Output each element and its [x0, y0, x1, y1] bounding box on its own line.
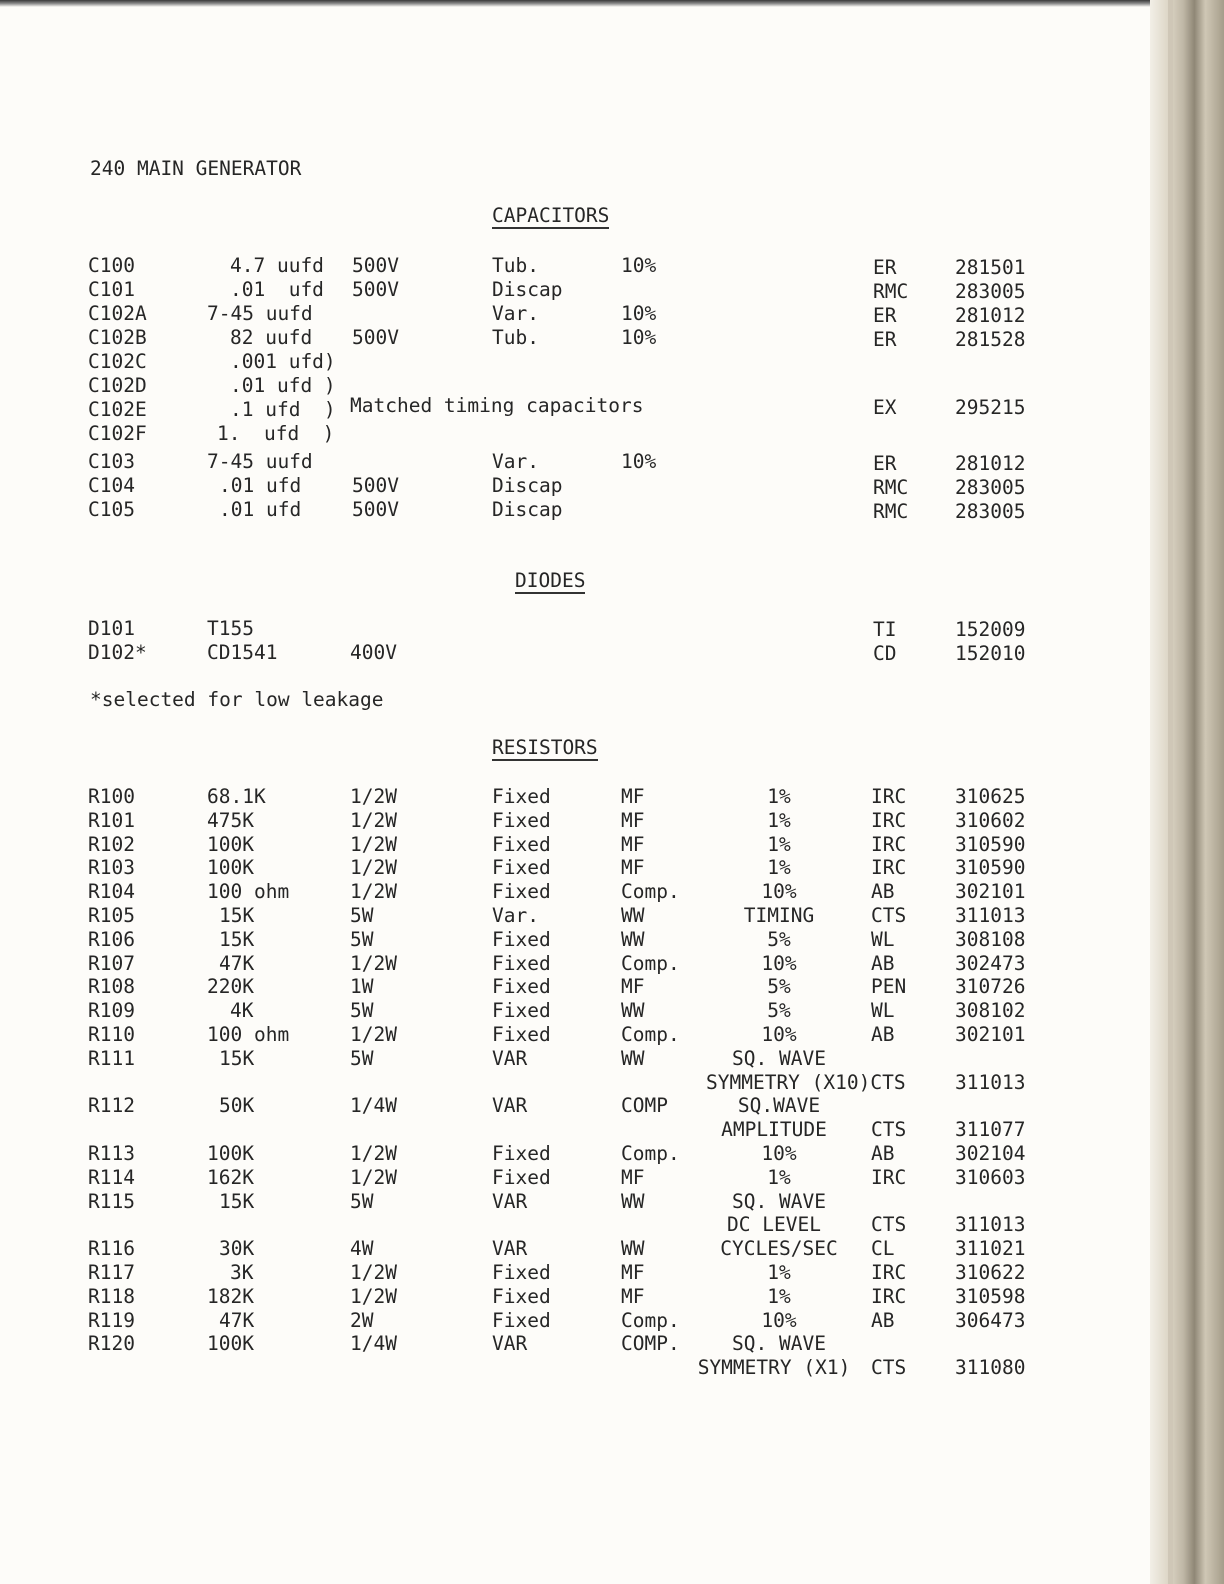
capacitor-value: .01 ufd: [219, 474, 302, 497]
capacitor-tolerance: 10%: [621, 450, 657, 473]
resistor-manufacturer: AB: [871, 880, 895, 903]
resistor-ref: R119: [88, 1309, 135, 1332]
resistor-wattage: 5W: [350, 999, 374, 1022]
resistor-kind: Fixed: [492, 999, 551, 1022]
resistor-part-number: 302101: [955, 880, 1026, 903]
capacitor-type: Discap: [492, 498, 563, 521]
resistor-ref: R114: [88, 1166, 135, 1189]
resistor-material: Comp.: [621, 1309, 680, 1332]
resistor-ref: R104: [88, 880, 135, 903]
resistor-tolerance-or-function: TIMING: [743, 904, 815, 927]
capacitor-ref: C102A: [88, 302, 147, 325]
resistor-ref: R117: [88, 1261, 135, 1284]
capacitor-type: Tub.: [492, 254, 539, 277]
capacitor-voltage: 500V: [352, 278, 399, 301]
capacitor-value: 82 uufd: [230, 326, 313, 349]
resistor-value: 3K: [230, 1261, 254, 1284]
resistor-tolerance-or-function: 5%: [767, 928, 791, 951]
resistor-part-number: 311077: [955, 1118, 1026, 1141]
capacitor-voltage: 500V: [352, 474, 399, 497]
capacitor-tolerance: 10%: [621, 302, 657, 325]
resistor-kind: Var.: [492, 904, 539, 927]
resistor-ref: R118: [88, 1285, 135, 1308]
resistor-tolerance-or-function: SQ.WAVE: [737, 1094, 821, 1117]
diode-manufacturer: CD: [873, 642, 897, 665]
resistor-tolerance-or-function: 10%: [761, 1309, 797, 1332]
resistor-wattage: 1/2W: [350, 1166, 397, 1189]
resistor-ref: R102: [88, 833, 135, 856]
resistor-tolerance-or-function: CYCLES/SEC: [720, 1237, 838, 1260]
resistor-ref: R116: [88, 1237, 135, 1260]
resistor-tolerance-or-function: SYMMETRY (X1): [697, 1356, 851, 1379]
resistor-ref: R115: [88, 1190, 135, 1213]
resistor-manufacturer: IRC: [871, 833, 907, 856]
resistor-kind: Fixed: [492, 928, 551, 951]
resistor-wattage: 1/2W: [350, 785, 397, 808]
resistor-ref: R120: [88, 1332, 135, 1355]
capacitor-ref: C100: [88, 254, 135, 277]
resistor-ref: R109: [88, 999, 135, 1022]
capacitor-ref: C102D: [88, 374, 147, 397]
resistor-value: 100K: [207, 856, 254, 879]
resistor-manufacturer: AB: [871, 952, 895, 975]
capacitors-heading: CAPACITORS: [492, 204, 610, 227]
resistor-manufacturer: CTS: [871, 904, 907, 927]
resistor-tolerance-or-function: 5%: [767, 975, 791, 998]
capacitor-type: Discap: [492, 474, 563, 497]
resistor-wattage: 5W: [350, 1190, 374, 1213]
capacitor-part-number: 283005: [955, 500, 1026, 523]
resistor-kind: Fixed: [492, 809, 551, 832]
resistor-wattage: 1/2W: [350, 952, 397, 975]
resistor-tolerance-or-function: 1%: [767, 833, 791, 856]
diode-type: CD1541: [207, 641, 278, 664]
resistor-wattage: 1/4W: [350, 1094, 397, 1117]
matched-capacitors-manufacturer: EX: [873, 396, 897, 419]
capacitor-manufacturer: RMC: [873, 500, 909, 523]
diode-ref: D102*: [88, 641, 147, 664]
resistor-kind: Fixed: [492, 833, 551, 856]
resistor-material: COMP.: [621, 1332, 680, 1355]
capacitor-type: Var.: [492, 302, 539, 325]
matched-capacitors-note: Matched timing capacitors: [350, 394, 644, 417]
capacitor-ref: C105: [88, 498, 135, 521]
resistor-tolerance-or-function: SQ. WAVE: [732, 1190, 826, 1213]
resistor-wattage: 1W: [350, 975, 374, 998]
resistor-part-number: 302473: [955, 952, 1026, 975]
capacitor-value: 1. ufd ): [217, 422, 335, 445]
resistor-manufacturer: AB: [871, 1142, 895, 1165]
resistor-kind: VAR: [492, 1237, 528, 1260]
matched-capacitors-part: 295215: [955, 396, 1026, 419]
resistor-part-number: 310590: [955, 856, 1026, 879]
resistor-kind: Fixed: [492, 1261, 551, 1284]
resistor-value: 50K: [219, 1094, 255, 1117]
resistor-value: 47K: [219, 952, 255, 975]
capacitor-value: .01 ufd: [219, 498, 302, 521]
resistors-heading: RESISTORS: [492, 736, 598, 759]
resistor-part-number: 308108: [955, 928, 1026, 951]
resistor-kind: Fixed: [492, 1309, 551, 1332]
resistor-tolerance-or-function: 1%: [767, 856, 791, 879]
resistor-tolerance-or-function: AMPLITUDE: [721, 1118, 827, 1141]
resistor-tolerance-or-function: 5%: [767, 999, 791, 1022]
resistor-tolerance-or-function: SYMMETRY (X10)CTS: [706, 1071, 906, 1094]
resistor-wattage: 1/4W: [350, 1332, 397, 1355]
capacitor-part-number: 281012: [955, 304, 1026, 327]
resistor-tolerance-or-function: DC LEVEL: [727, 1213, 821, 1236]
resistor-manufacturer: IRC: [871, 785, 907, 808]
resistor-material: MF: [621, 856, 645, 879]
resistor-kind: VAR: [492, 1047, 528, 1070]
resistor-wattage: 1/2W: [350, 833, 397, 856]
resistor-manufacturer: PEN: [871, 975, 907, 998]
resistor-part-number: 306473: [955, 1309, 1026, 1332]
resistor-kind: VAR: [492, 1094, 528, 1117]
resistor-kind: Fixed: [492, 952, 551, 975]
resistor-wattage: 1/2W: [350, 1285, 397, 1308]
capacitor-manufacturer: ER: [873, 304, 897, 327]
resistor-material: MF: [621, 1285, 645, 1308]
resistor-wattage: 1/2W: [350, 1261, 397, 1284]
resistor-wattage: 4W: [350, 1237, 374, 1260]
resistor-part-number: 310602: [955, 809, 1026, 832]
capacitor-manufacturer: RMC: [873, 280, 909, 303]
resistor-manufacturer: IRC: [871, 809, 907, 832]
resistor-manufacturer: IRC: [871, 1166, 907, 1189]
resistor-kind: Fixed: [492, 1142, 551, 1165]
capacitor-ref: C103: [88, 450, 135, 473]
capacitor-ref: C102E: [88, 398, 147, 421]
resistor-manufacturer: IRC: [871, 1261, 907, 1284]
resistor-material: WW: [621, 1190, 645, 1213]
resistor-manufacturer: AB: [871, 1309, 895, 1332]
capacitor-type: Tub.: [492, 326, 539, 349]
resistor-kind: Fixed: [492, 975, 551, 998]
resistor-wattage: 1/2W: [350, 1142, 397, 1165]
capacitor-part-number: 283005: [955, 476, 1026, 499]
resistor-material: Comp.: [621, 1023, 680, 1046]
capacitor-ref: C104: [88, 474, 135, 497]
resistor-tolerance-or-function: 1%: [767, 809, 791, 832]
resistor-value: 100K: [207, 833, 254, 856]
resistor-value: 100 ohm: [207, 1023, 290, 1046]
capacitor-tolerance: 10%: [621, 254, 657, 277]
resistor-kind: Fixed: [492, 1023, 551, 1046]
resistor-material: WW: [621, 1047, 645, 1070]
capacitor-part-number: 281528: [955, 328, 1026, 351]
resistor-tolerance-or-function: 10%: [761, 1142, 797, 1165]
resistor-material: WW: [621, 1237, 645, 1260]
resistor-ref: R111: [88, 1047, 135, 1070]
capacitor-part-number: 283005: [955, 280, 1026, 303]
resistor-value: 4K: [230, 999, 254, 1022]
resistor-ref: R108: [88, 975, 135, 998]
resistor-wattage: 1/2W: [350, 809, 397, 832]
resistor-tolerance-or-function: 10%: [761, 952, 797, 975]
resistor-ref: R110: [88, 1023, 135, 1046]
capacitor-type: Var.: [492, 450, 539, 473]
resistor-manufacturer: CL: [871, 1237, 895, 1260]
resistor-part-number: 302101: [955, 1023, 1026, 1046]
capacitor-tolerance: 10%: [621, 326, 657, 349]
resistor-manufacturer: CTS: [871, 1118, 907, 1141]
resistor-wattage: 5W: [350, 904, 374, 927]
resistor-value: 100K: [207, 1142, 254, 1165]
resistor-tolerance-or-function: 1%: [767, 785, 791, 808]
resistor-tolerance-or-function: 1%: [767, 1261, 791, 1284]
resistor-material: MF: [621, 833, 645, 856]
resistor-tolerance-or-function: SQ. WAVE: [732, 1047, 826, 1070]
capacitor-ref: C101: [88, 278, 135, 301]
resistor-part-number: 311080: [955, 1356, 1026, 1379]
resistor-value: 30K: [219, 1237, 255, 1260]
resistor-value: 15K: [219, 904, 255, 927]
capacitor-manufacturer: ER: [873, 256, 897, 279]
resistor-kind: Fixed: [492, 880, 551, 903]
resistor-wattage: 5W: [350, 1047, 374, 1070]
resistor-value: 475K: [207, 809, 254, 832]
capacitor-ref: C102B: [88, 326, 147, 349]
resistor-tolerance-or-function: 1%: [767, 1166, 791, 1189]
resistor-ref: R103: [88, 856, 135, 879]
book-spine-line: [1168, 0, 1173, 1584]
resistor-ref: R106: [88, 928, 135, 951]
resistor-material: MF: [621, 1166, 645, 1189]
capacitor-value: 7-45 uufd: [207, 302, 313, 325]
resistor-value: 100 ohm: [207, 880, 290, 903]
resistor-material: MF: [621, 1261, 645, 1284]
page-top-edge: [0, 0, 1224, 7]
resistor-ref: R112: [88, 1094, 135, 1117]
resistor-part-number: 310603: [955, 1166, 1026, 1189]
resistor-material: WW: [621, 999, 645, 1022]
resistor-material: Comp.: [621, 1142, 680, 1165]
capacitor-value: .01 ufd ): [230, 374, 336, 397]
capacitor-ref: C102F: [88, 422, 147, 445]
resistor-value: 182K: [207, 1285, 254, 1308]
resistor-manufacturer: IRC: [871, 856, 907, 879]
resistor-part-number: 311013: [955, 1213, 1026, 1236]
capacitor-value: .01 ufd: [230, 278, 324, 301]
resistor-wattage: 1/2W: [350, 856, 397, 879]
capacitor-manufacturer: RMC: [873, 476, 909, 499]
book-binding-edge: [1150, 0, 1224, 1584]
resistor-ref: R107: [88, 952, 135, 975]
diodes-footnote: *selected for low leakage: [90, 688, 384, 711]
capacitor-voltage: 500V: [352, 498, 399, 521]
resistor-tolerance-or-function: 1%: [767, 1285, 791, 1308]
resistor-material: WW: [621, 928, 645, 951]
diode-voltage: 400V: [350, 641, 397, 664]
resistor-part-number: 310598: [955, 1285, 1026, 1308]
resistor-ref: R113: [88, 1142, 135, 1165]
resistor-manufacturer: IRC: [871, 1285, 907, 1308]
resistor-part-number: 310590: [955, 833, 1026, 856]
resistor-manufacturer: CTS: [871, 1213, 907, 1236]
capacitor-voltage: 500V: [352, 254, 399, 277]
resistor-part-number: 311013: [955, 904, 1026, 927]
resistor-kind: Fixed: [492, 856, 551, 879]
diodes-heading: DIODES: [515, 569, 586, 592]
resistor-manufacturer: AB: [871, 1023, 895, 1046]
resistor-value: 15K: [219, 1190, 255, 1213]
resistor-material: Comp.: [621, 880, 680, 903]
resistor-wattage: 1/2W: [350, 880, 397, 903]
resistor-value: 162K: [207, 1166, 254, 1189]
resistor-tolerance-or-function: 10%: [761, 880, 797, 903]
resistor-manufacturer: WL: [871, 928, 895, 951]
resistor-ref: R101: [88, 809, 135, 832]
capacitor-ref: C102C: [88, 350, 147, 373]
capacitor-part-number: 281012: [955, 452, 1026, 475]
resistor-tolerance-or-function: 10%: [761, 1023, 797, 1046]
resistor-material: Comp.: [621, 952, 680, 975]
resistor-kind: VAR: [492, 1332, 528, 1355]
resistor-ref: R105: [88, 904, 135, 927]
resistor-manufacturer: CTS: [871, 1356, 907, 1379]
diode-ref: D101: [88, 617, 135, 640]
resistor-part-number: 308102: [955, 999, 1026, 1022]
resistor-material: COMP: [621, 1094, 668, 1117]
resistor-value: 220K: [207, 975, 254, 998]
resistor-value: 68.1K: [207, 785, 266, 808]
diode-part-number: 152009: [955, 618, 1026, 641]
resistor-manufacturer: WL: [871, 999, 895, 1022]
resistor-wattage: 1/2W: [350, 1023, 397, 1046]
resistor-kind: VAR: [492, 1190, 528, 1213]
capacitor-part-number: 281501: [955, 256, 1026, 279]
resistor-value: 100K: [207, 1332, 254, 1355]
resistor-ref: R100: [88, 785, 135, 808]
resistor-tolerance-or-function: SQ. WAVE: [732, 1332, 826, 1355]
resistor-material: MF: [621, 809, 645, 832]
resistor-kind: Fixed: [492, 1285, 551, 1308]
resistor-material: MF: [621, 975, 645, 998]
capacitor-value: 4.7 uufd: [230, 254, 324, 277]
capacitor-value: 7-45 uufd: [207, 450, 313, 473]
resistor-material: MF: [621, 785, 645, 808]
diode-part-number: 152010: [955, 642, 1026, 665]
resistor-kind: Fixed: [492, 1166, 551, 1189]
capacitor-value: .001 ufd): [230, 350, 336, 373]
resistor-wattage: 2W: [350, 1309, 374, 1332]
resistor-part-number: 311021: [955, 1237, 1026, 1260]
resistor-material: WW: [621, 904, 645, 927]
diode-type: T155: [207, 617, 254, 640]
resistor-wattage: 5W: [350, 928, 374, 951]
resistor-value: 15K: [219, 928, 255, 951]
resistor-part-number: 310622: [955, 1261, 1026, 1284]
resistor-kind: Fixed: [492, 785, 551, 808]
capacitor-voltage: 500V: [352, 326, 399, 349]
resistor-value: 47K: [219, 1309, 255, 1332]
capacitor-manufacturer: ER: [873, 328, 897, 351]
page-title: 240 MAIN GENERATOR: [90, 157, 302, 180]
diode-manufacturer: TI: [873, 618, 897, 641]
capacitor-manufacturer: ER: [873, 452, 897, 475]
resistor-part-number: 311013: [955, 1071, 1026, 1094]
capacitor-value: .1 ufd ): [230, 398, 336, 421]
resistor-part-number: 310726: [955, 975, 1026, 998]
resistor-part-number: 310625: [955, 785, 1026, 808]
resistor-value: 15K: [219, 1047, 255, 1070]
capacitor-type: Discap: [492, 278, 563, 301]
resistor-part-number: 302104: [955, 1142, 1026, 1165]
